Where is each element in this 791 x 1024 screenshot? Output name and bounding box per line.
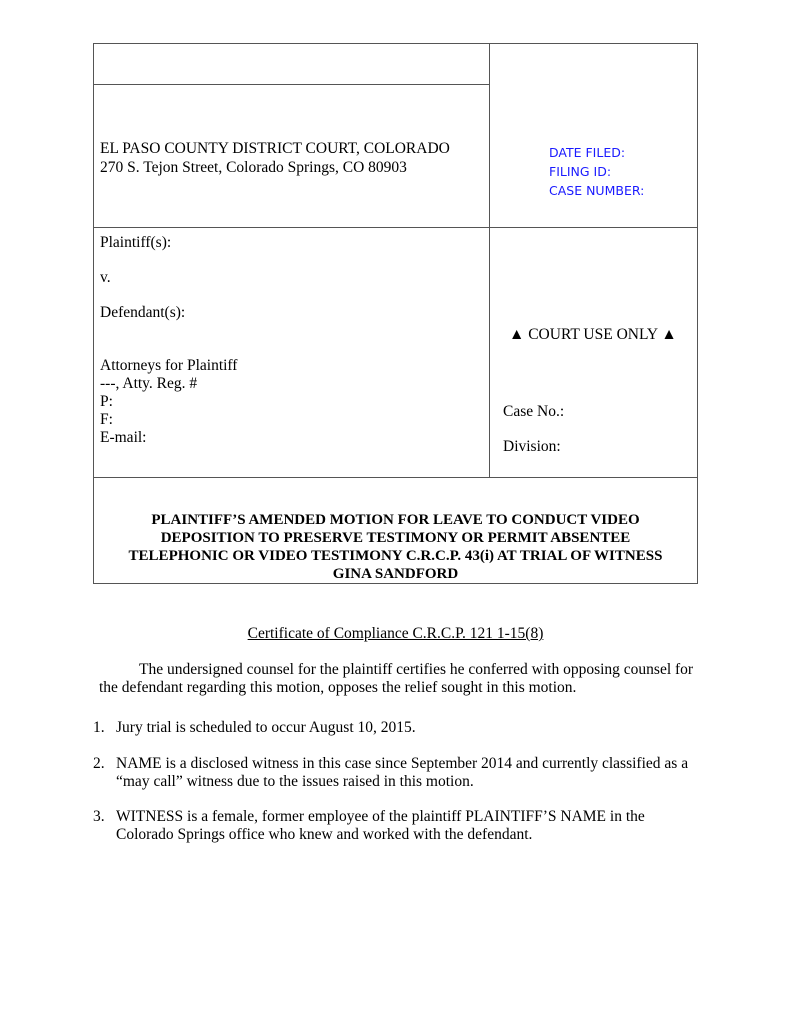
list-item-text: WITNESS is a female, former employee of the plaintiff PLAINTIFF’S NAME in the Colorado Springs office who knew and worked with the defendant. <box>116 808 645 843</box>
filing-id-label: FILING ID: <box>549 164 612 179</box>
caption-row-divider <box>94 227 697 228</box>
certificate-text: The undersigned counsel for the plaintiff certifies he conferred with opposing counsel for the defendant regarding this motion, opposes the relief sought in this motion. <box>99 661 694 696</box>
list-item-number: 1. <box>93 719 105 736</box>
case-number-label: CASE NUMBER: <box>549 183 645 198</box>
document-title-line: PLAINTIFF’S AMENDED MOTION FOR LEAVE TO CONDUCT VIDEO <box>151 512 640 528</box>
filing-metadata <box>549 143 644 200</box>
case-caption-box <box>93 43 698 584</box>
attorney-line: ---, Atty. Reg. # <box>100 375 198 392</box>
date-filed-label: DATE FILED: <box>549 145 626 160</box>
certificate-paragraph <box>99 661 699 697</box>
attorney-line: E-mail: <box>100 429 147 446</box>
caption-column-divider <box>489 44 490 477</box>
attorney-line: F: <box>100 411 113 428</box>
court-use-only-label: ▲ COURT USE ONLY ▲ <box>509 326 677 343</box>
list-item-number: 3. <box>93 808 105 825</box>
document-title-line: DEPOSITION TO PRESERVE TESTIMONY OR PERMIT ABSENTEE <box>160 530 631 546</box>
court-name: EL PASO COUNTY DISTRICT COURT, COLORADO <box>100 140 450 157</box>
caption-top-divider <box>94 84 489 85</box>
court-address: 270 S. Tejon Street, Colorado Springs, CO 80903 <box>100 159 407 176</box>
case-no-label: Case No.: <box>503 403 565 420</box>
attorney-line: P: <box>100 393 113 410</box>
list-item-text: NAME is a disclosed witness in this case since September 2014 and currently classified as a “may call” witness due to the issues raised in this motion. <box>116 755 689 790</box>
defendants-label: Defendant(s): <box>100 304 186 321</box>
document-title-line: GINA SANDFORD <box>332 566 459 582</box>
certificate-heading: Certificate of Compliance C.R.C.P. 121 1-15(8) <box>247 625 544 642</box>
document-title <box>94 511 697 583</box>
list-item-text: Jury trial is scheduled to occur August 10, 2015. <box>116 719 416 736</box>
caption-title-divider <box>94 477 697 478</box>
list-item-number: 2. <box>93 755 105 772</box>
division-label: Division: <box>503 438 561 455</box>
document-title-line: TELEPHONIC OR VIDEO TESTIMONY C.R.C.P. 43(i) AT TRIAL OF WITNESS <box>128 548 663 564</box>
attorney-block <box>100 357 237 447</box>
versus-label: v. <box>100 269 111 286</box>
attorney-line: Attorneys for Plaintiff <box>100 357 238 374</box>
plaintiffs-label: Plaintiff(s): <box>100 234 172 251</box>
